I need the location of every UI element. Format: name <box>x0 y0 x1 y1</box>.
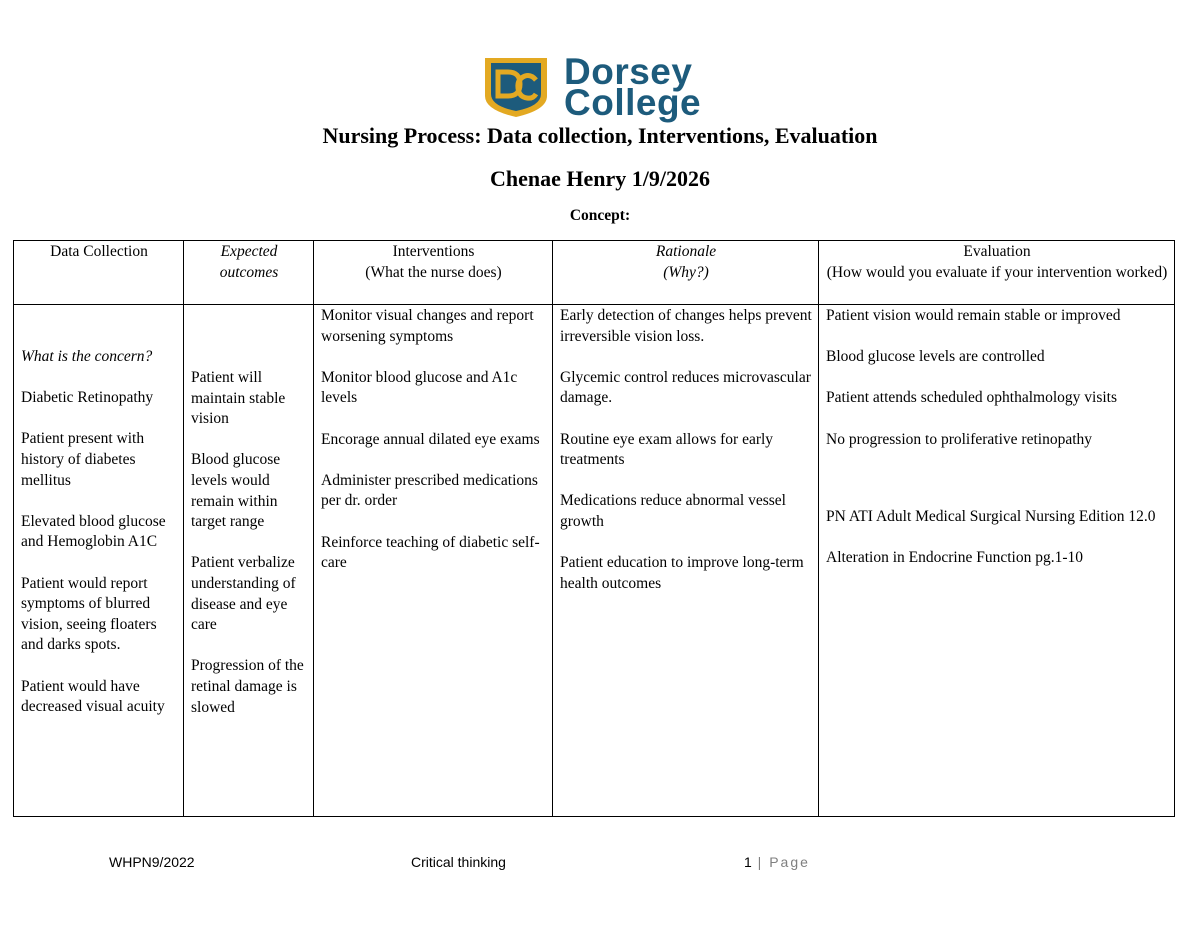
college-logo <box>483 51 702 123</box>
data-collection-item: Patient would report symptoms of blurred vision, seeing floaters and darks spots. <box>21 574 157 654</box>
header-evaluation: Evaluation (How would you evaluate if your intervention worked) <box>819 241 1175 305</box>
footer-form-code: WHPN9/2022 <box>109 854 195 870</box>
table-body-row <box>14 305 1175 817</box>
data-collection-item: Patient present with history of diabetes mellitus <box>21 430 145 489</box>
page-title: Nursing Process: Data collection, Interventions, Evaluation <box>322 123 878 148</box>
header-rationale: Rationale (Why?) <box>553 241 819 305</box>
reference-item: PN ATI Adult Medical Surgical Nursing Edition 12.0 <box>826 507 1156 525</box>
evaluation-item: Patient attends scheduled ophthalmology visits <box>826 389 1118 407</box>
header-expected-outcomes: Expected outcomes <box>184 241 314 305</box>
rationale-cell <box>553 305 819 817</box>
evaluation-cell <box>819 305 1175 817</box>
page-number: 1 <box>744 854 752 870</box>
concern-question: What is the concern? <box>21 348 153 365</box>
nursing-process-table <box>13 240 1175 817</box>
outcome-item: Patient will maintain stable vision <box>191 369 286 428</box>
logo-line-2: College <box>564 82 702 123</box>
table-header-row <box>14 241 1175 305</box>
author-date: Chenae Henry 1/9/2026 <box>490 166 710 191</box>
rationale-item: Routine eye exam allows for early treatments <box>560 430 774 469</box>
page-label: Page <box>769 854 810 870</box>
expected-outcomes-cell <box>184 305 314 817</box>
data-collection-item: Patient would have decreased visual acuity <box>21 677 165 716</box>
data-collection-item: Diabetic Retinopathy <box>21 389 154 407</box>
rationale-item: Medications reduce abnormal vessel growth <box>560 492 786 530</box>
header-interventions: Interventions (What the nurse does) <box>314 241 553 305</box>
outcome-item: Blood glucose levels would remain within target range <box>191 451 281 531</box>
evaluation-item: Patient vision would remain stable or improved <box>826 307 1121 324</box>
footer-section: Critical thinking <box>411 854 506 870</box>
interventions-cell <box>314 305 553 817</box>
evaluation-item: Blood glucose levels are controlled <box>826 348 1045 366</box>
page-separator: | <box>751 854 770 870</box>
rationale-item: Early detection of changes helps prevent irreversible vision loss. <box>560 307 812 345</box>
concept-label: Concept: <box>569 207 631 224</box>
intervention-item: Monitor blood glucose and A1c levels <box>321 368 518 407</box>
footer-page <box>744 854 810 870</box>
logo-line-1: Dorsey <box>564 51 693 92</box>
intervention-item: Monitor visual changes and report worsening symptoms <box>321 307 534 345</box>
outcome-item: Progression of the retinal damage is slowed <box>191 657 304 716</box>
rationale-item: Glycemic control reduces microvascular damage. <box>560 368 811 407</box>
data-collection-item: Elevated blood glucose and Hemoglobin A1C <box>21 512 166 551</box>
data-collection-cell <box>14 305 184 817</box>
outcome-item: Patient verbalize understanding of disease and eye care <box>191 554 296 634</box>
intervention-item: Encorage annual dilated eye exams <box>321 430 540 448</box>
evaluation-item: No progression to proliferative retinopathy <box>826 430 1093 448</box>
intervention-item: Administer prescribed medications per dr. order <box>321 471 538 510</box>
intervention-item: Reinforce teaching of diabetic self-care <box>321 533 540 572</box>
concept-line <box>0 207 1200 225</box>
header-data-collection: Data Collection <box>14 241 184 305</box>
reference-item: Alteration in Endocrine Function pg.1-10 <box>826 548 1083 566</box>
rationale-item: Patient education to improve long-term health outcomes <box>560 554 804 592</box>
dc-shield-icon <box>483 56 549 118</box>
logo-wordmark <box>564 51 702 123</box>
